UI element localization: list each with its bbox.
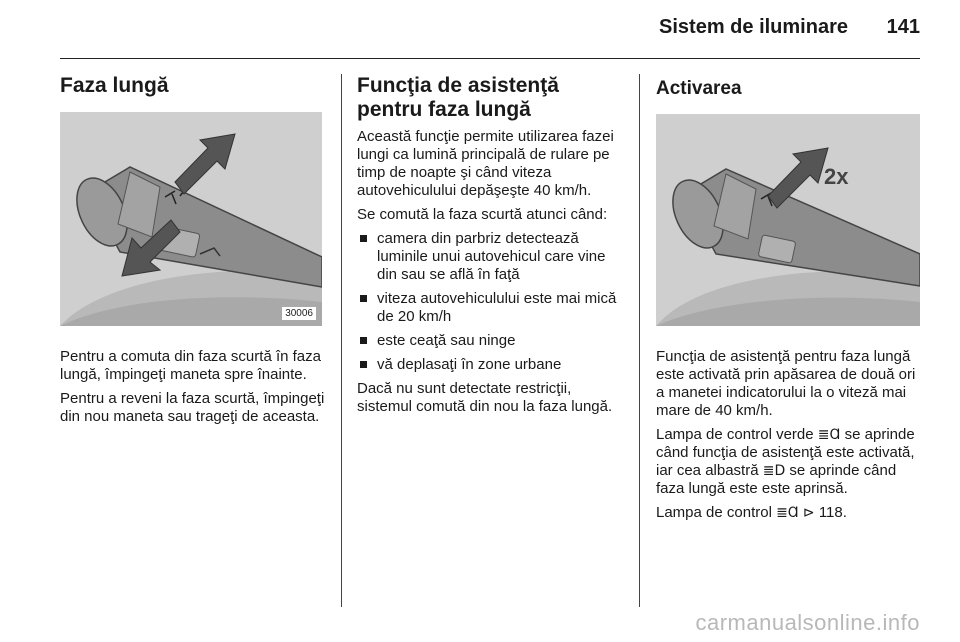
activation-drawing [656,114,920,326]
list-item: vă deplasaţi în zone urbane [357,356,627,374]
paragraph [656,504,922,522]
paragraph: Funcţia de asistenţă pentru faza lungă este activată prin apăsarea de două ori a manetei indicatorului la o viteză mai mare de 40 km/h. [656,348,916,419]
section-heading: Activarea [656,78,742,99]
text-segment: se aprinde când faza lungă este este aprinsă. [656,462,897,497]
section-heading: Faza lungă [60,74,169,97]
column-divider [639,74,640,607]
watermark: carmanualsonline.info [695,610,920,635]
figure-code: 30006 [282,307,316,320]
high-beam-icon: ≣D [762,463,786,479]
list-item: este ceaţă sau ninge [357,332,627,350]
text-segment: Lampa de control verde [656,426,814,443]
paragraph: Pentru a reveni la faza scurtă, împingeţi din nou maneta sau trageţi de aceasta. [60,390,325,425]
paragraph [656,426,922,498]
header-title: Sistem de iluminare [659,16,848,38]
paragraph: Această funcţie permite utilizarea fazei lungi ca lumină principală de rulare pe timp de noapte şi când viteza autovehiculului depăşeşte 40 km/h. [357,128,614,199]
press-twice-label: 2x [824,164,849,189]
text-segment: se aprinde când funcţia de asistenţă este activată, iar cea albastră [656,426,915,479]
paragraph: Pentru a comuta din faza scurtă în faza lungă, împingeţi maneta spre înainte. [60,348,321,383]
stalk-drawing [60,112,322,326]
high-beam-assist-icon: ≣Ɑ [817,427,841,443]
text-segment: Lampa de control [656,504,772,521]
column-activation [656,74,922,528]
column-high-beam-assist [357,74,627,422]
page-number: 141 [886,16,920,38]
column-high-beam [60,74,328,432]
page-reference-link[interactable]: 118. [818,504,847,521]
list-item: viteza autovehiculului este mai mică de 20 km/h [357,290,627,326]
high-beam-assist-icon: ≣Ɑ [776,505,799,521]
stalk-illustration [60,112,322,326]
page-reference-icon[interactable]: ⊳ [802,505,815,521]
page-header [60,0,920,59]
list-item: camera din parbriz detectează luminile unui autovehicul care vine din sau se află în faţă [357,230,627,284]
condition-list [357,230,627,374]
paragraph: Dacă nu sunt detectate restricţii, sistemul comută din nou la faza lungă. [357,380,613,415]
activation-illustration [656,114,920,326]
column-divider [341,74,342,607]
section-heading: Funcţia de asistenţă pentru faza lungă [357,74,559,121]
paragraph: Se comută la faza scurtă atunci când: [357,206,608,223]
